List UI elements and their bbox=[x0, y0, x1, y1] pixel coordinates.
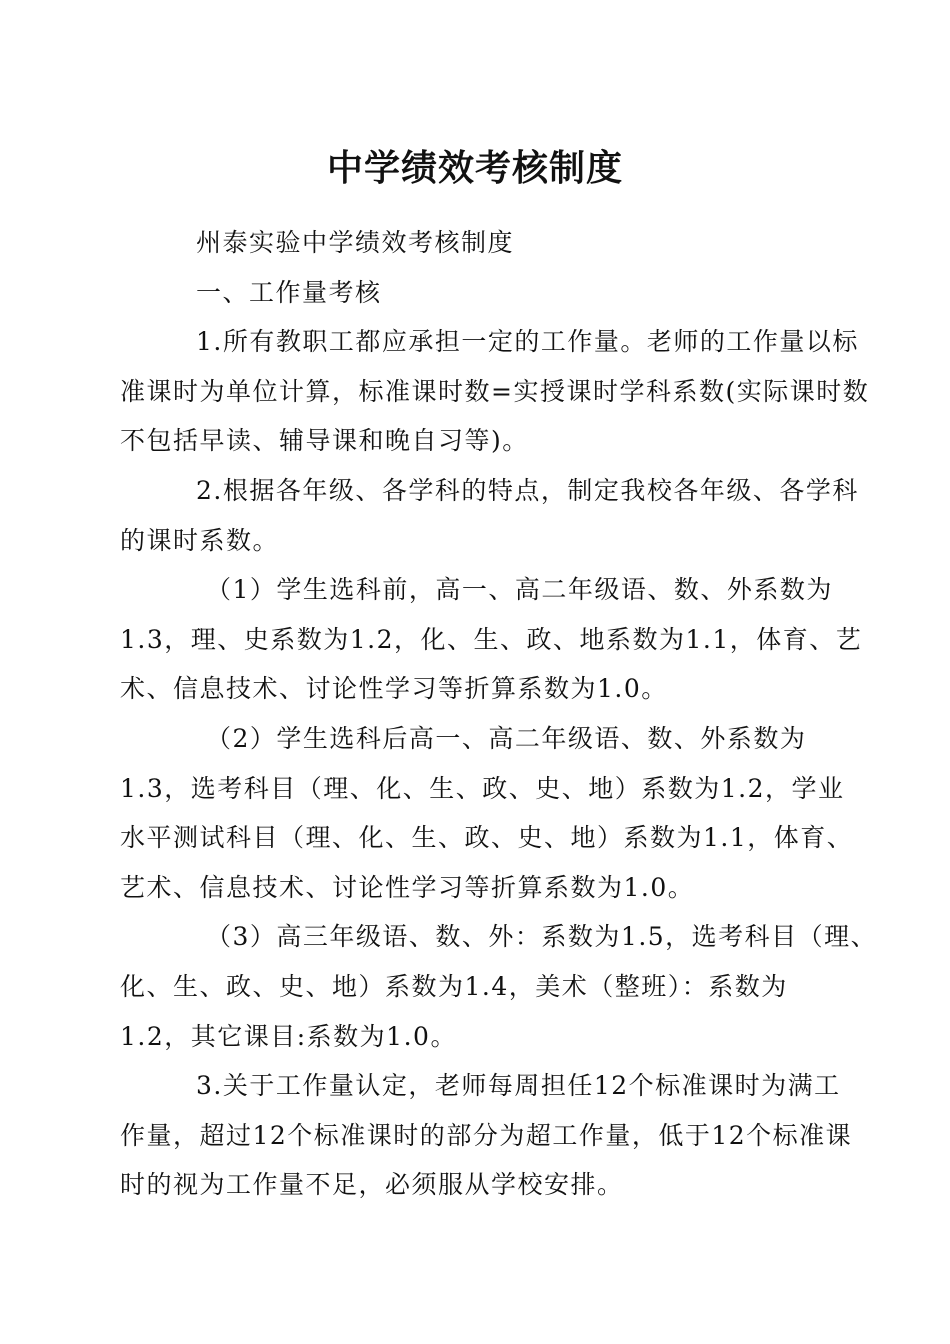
document-body bbox=[120, 218, 878, 1210]
text-line: 艺术、信息技术、讨论性学习等折算系数为1.0。 bbox=[120, 872, 695, 902]
text-line: （3）高三年级语、数、外：系数为1.5，选考科目（理、 bbox=[206, 922, 878, 952]
text-line: 1.3，理、史系数为1.2，化、生、政、地系数为1.1，体育、艺 bbox=[120, 624, 863, 654]
text-line: 3.关于工作量认定，老师每周担任12个标准课时为满工 bbox=[196, 1071, 841, 1101]
text-line: 水平测试科目（理、化、生、政、史、地）系数为1.1，体育、 bbox=[120, 823, 854, 853]
text-line: 1.3，选考科目（理、化、生、政、史、地）系数为1.2，学业 bbox=[120, 773, 845, 803]
text-line: 准课时为单位计算，标准课时数=实授课时学科系数(实际课时数 bbox=[120, 376, 870, 406]
text-line: 术、信息技术、讨论性学习等折算系数为1.0。 bbox=[120, 674, 668, 704]
text-line: 化、生、政、史、地）系数为1.4，美术（整班）：系数为 bbox=[120, 971, 788, 1001]
text-line: 1.2，其它课目:系数为1.0。 bbox=[120, 1021, 457, 1051]
text-line: 一、工作量考核 bbox=[196, 277, 382, 307]
text-line: 时的视为工作量不足，必须服从学校安排。 bbox=[120, 1170, 624, 1200]
document-title: 中学绩效考核制度 bbox=[326, 147, 623, 189]
text-line: 的课时系数。 bbox=[120, 525, 280, 555]
text-line: 作量，超过12个标准课时的部分为超工作量，低于12个标准课 bbox=[120, 1120, 853, 1150]
text-line: （2）学生选科后高一、高二年级语、数、外系数为 bbox=[206, 723, 807, 753]
text-line: （1）学生选科前，高一、高二年级语、数、外系数为 bbox=[206, 575, 833, 605]
text-line: 不包括早读、辅导课和晚自习等)。 bbox=[120, 426, 529, 456]
text-line: 1.所有教职工都应承担一定的工作量。老师的工作量以标 bbox=[196, 327, 859, 357]
text-line: 2.根据各年级、各学科的特点，制定我校各年级、各学科 bbox=[196, 475, 859, 505]
text-line: 州泰实验中学绩效考核制度 bbox=[196, 228, 515, 257]
